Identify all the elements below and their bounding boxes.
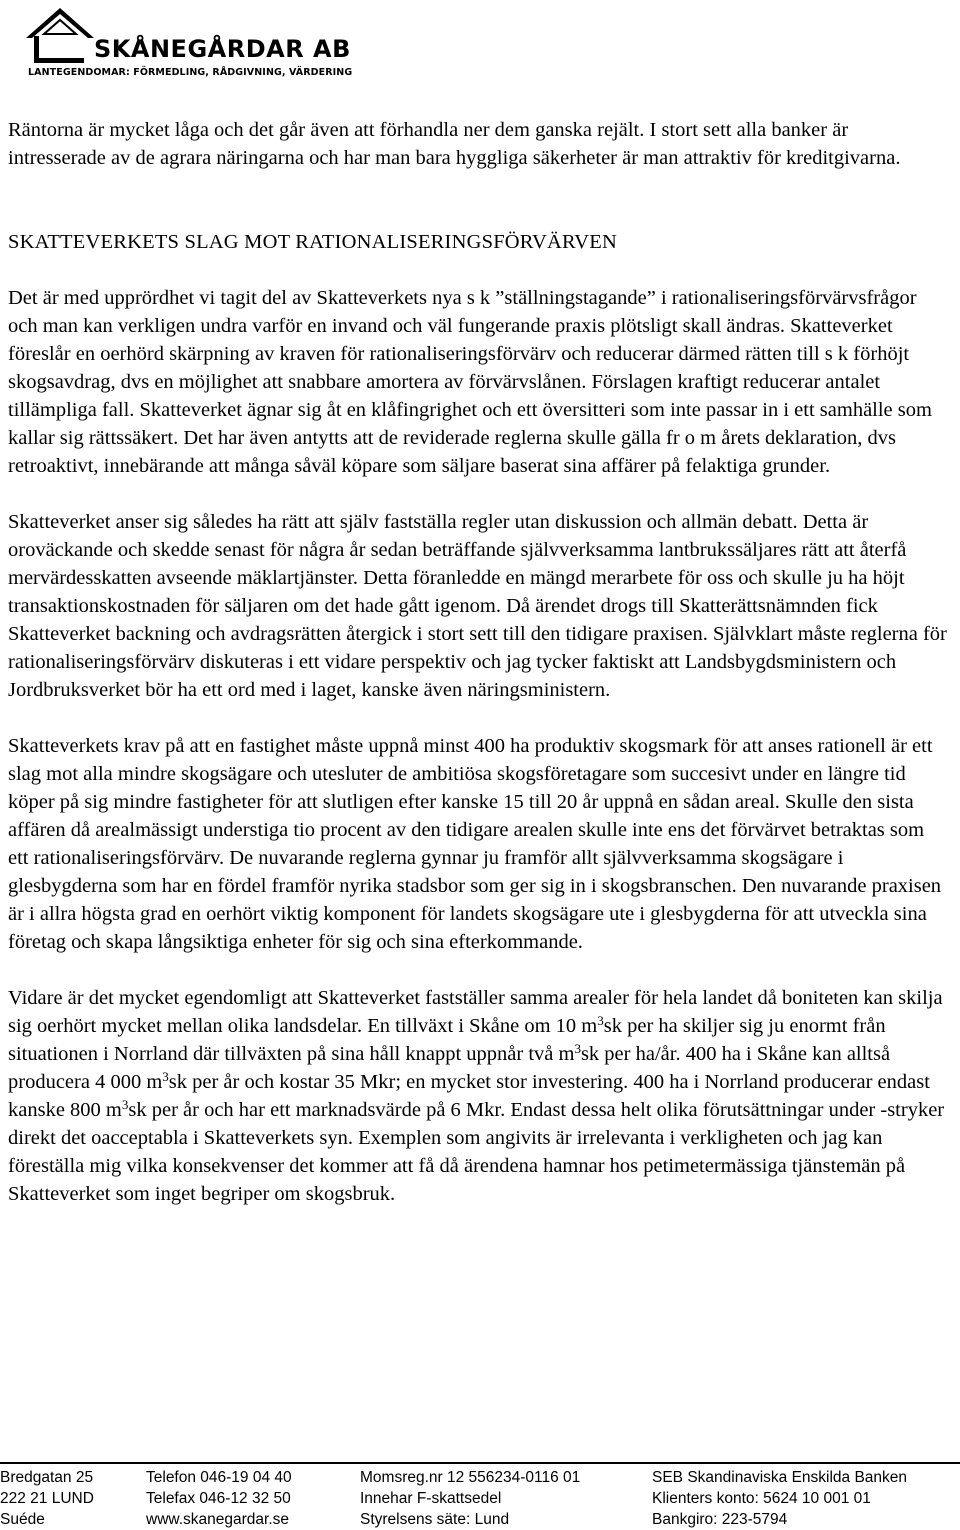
footer-registration: Momsreg.nr 12 556234-0116 01 Innehar F-skattsedel Styrelsens säte: Lund — [360, 1469, 581, 1528]
exponent: 3 — [162, 1069, 169, 1084]
section-heading: SKATTEVERKETS SLAG MOT RATIONALISERINGSFÖRVÄRVEN — [8, 231, 618, 253]
footer-contact: Telefon 046-19 04 40 Telefax 046-12 32 50 www.skanegardar.se — [146, 1469, 292, 1528]
letter-body — [8, 116, 948, 1208]
company-tagline: LANTEGENDOMAR: FÖRMEDLING, RÅDGIVNING, VÄRDERING — [28, 67, 353, 78]
footer-divider — [0, 1462, 960, 1464]
body-paragraph: Det är med upprördhet vi tagit del av Skatteverkets nya s k ”ställningstagande” i rationaliseringsförvärvsfrågor och man kan verkligen undra varför en invand och väl fungerande praxis plötsligt skall ändras. Skatteverket föreslår en oerhörd skärpning av kraven för rationaliseringsförvärv och reducerar därmed rätten till s k förhöjt skogsavdrag, dvs en möjlighet att snabbare amortera av förvärvslånen. Förslagen kraftigt reducerar antalet tillämpliga fall. Skatteverket ägnar sig åt en klåfingrighet och ett översitteri som inte passar in i ett samhälle som kallar sig rättssäkert. Det har även antytts att de reviderade reglerna skulle gälla fr o m årets deklaration, dvs retroaktivt, innebärande att många såväl köpare som säljare baserat sina affärer på felaktiga grunder. — [8, 287, 932, 477]
footer-bank: SEB Skandinaviska Enskilda Banken Klienters konto: 5624 10 001 01 Bankgiro: 223-5794 — [652, 1469, 908, 1528]
exponent: 3 — [574, 1041, 581, 1056]
exponent: 3 — [121, 1097, 129, 1112]
body-paragraph: Skatteverkets krav på att en fastighet måste uppnå minst 400 ha produktiv skogsmark för att anses rationell är ett slag mot alla mindre skogsägare och utesluter de ambitiösa skogsföretagare som succesivt under en längre tid köper på sig mindre fastigheter för att slutligen efter kanske 15 till 20 år uppnå en sådan areal. Skulle den sista affären då arealmässigt understiga tio procent av den tidigare arealen skulle inte ens det förvärvet betraktas som ett rationaliseringsförvärv. De nuvarande reglerna gynnar ju framför allt självverksamma skogsägare i glesbygderna som har en fördel framför nyrika stadsbor som ger sig in i skogsbranschen. Den nuvarande praxisen är i allra högsta grad en oerhört viktig komponent för landets skogsägare ute i glesbygderna för att utveckla sina företag och skapa långsiktiga enheter för sig och sina efterkommande. — [8, 735, 942, 953]
body-paragraph-last: Vidare är det mycket egendomligt att Skatteverket fastställer samma arealer för hela landet då boniteten kan skilja sig oerhört mycket mellan olika landsdelar. En tillväxt i Skåne om 10 $m^3sk$ per ha skiljer sig ju enormt från situationen i Norrland där tillväxten på sina håll knappt uppnår två $m^3sk$ per ha/år. 400 ha i Skåne kan alltså producera 4 000 $m^3sk$ per år och kostar 35 Mkr; en mycket stor investering. 400 ha i Norrland producerar endast kanske 800 $m^3sk$ per år och har ett marknadsvärde på 6 Mkr. Endast dessa helt olika förutsättningar under -stryker direkt det oacceptabla i Skatteverkets syn. Exemplen som angivits är irrelevanta i verkligheten och jag kan föreställa mig vilka konsekvenser det kommer att få då ärendena hamnar hos petimetermässiga tjänstemän på Skatteverket som inget begriper om skogsbruk. — [8, 987, 945, 1205]
farmhouse-icon — [22, 4, 102, 70]
company-logo — [22, 4, 362, 80]
exponent: 3 — [597, 1013, 604, 1028]
company-name: SKÅNEGÅRDAR AB — [94, 35, 351, 63]
website-link[interactable]: www.skanegardar.se — [146, 1511, 290, 1528]
footer-address: Bredgatan 25 222 21 LUND Suéde — [0, 1469, 94, 1528]
body-paragraph: Skatteverket anser sig således ha rätt att själv fastställa regler utan diskussion och allmän debatt. Detta är oroväckande och skedde senast för några år sedan beträffande självverksamma lantbrukssäljares rätt att återfå mervärdesskatten avseende mäklartjänster. Detta föranledde en mängd merarbete för oss och skulle ju ha höjt transaktionskostnaden för säljaren om det hade gått igenom. Då ärendet drogs till Skatterättsnämnden fick Skatteverket backning och avdragsrätten återgick i stort sett till den tidigare praxisen. Självklart måste reglerna för rationaliseringsförvärv diskuteras i ett vidare perspektiv och jag tycker faktiskt att Landsbygdsministern och Jordbruksverket bör ha ett ord med i laget, kanske även näringsministern. — [8, 511, 947, 701]
intro-paragraph: Räntorna är mycket låga och det går även att förhandla ner dem ganska rejält. I stort sett alla banker är intresserade av de agrara näringarna och har man bara hyggliga säkerheter är man attraktiv för kreditgivarna. — [8, 119, 901, 169]
